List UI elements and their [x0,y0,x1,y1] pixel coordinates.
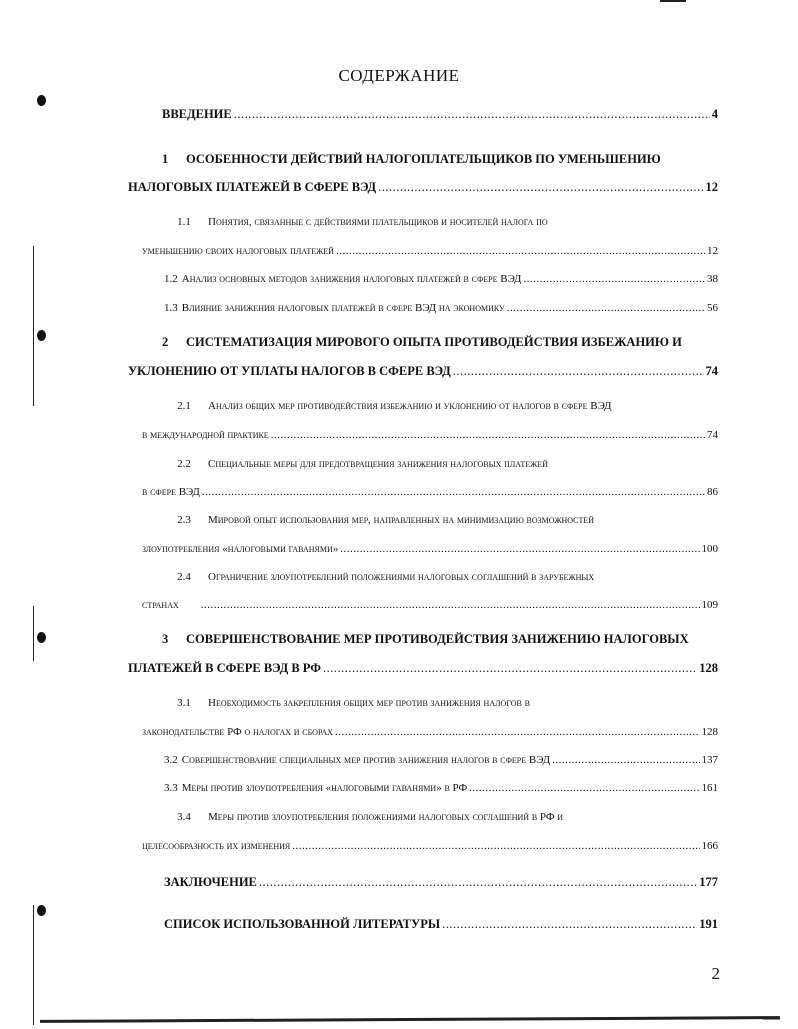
entry-number: 2.1 [177,400,191,412]
dot-leader [507,300,705,316]
entry-number: 3.2 [164,754,178,766]
toc-title: СОДЕРЖАНИЕ [338,66,460,85]
binder-hole [37,632,46,643]
entry-text-cont: законодательстве РФ о налогах и сборах [142,726,333,738]
entry-text: Меры против злоупотребления «налоговыми гаванями» в РФ [181,782,468,794]
toc-section-2-1 [164,398,611,414]
dot-leader [523,271,705,287]
entry-number: 2.3 [177,514,191,526]
dot-leader [202,484,705,500]
entry-text: Понятия, связанные с действиями плательщиков и носителей налога по [208,216,548,228]
entry-text: Специальные меры для предотвращения занижения налоговых платежей [208,458,548,470]
entry-text-cont: в международной практике [142,429,269,441]
entry-text-cont: НАЛОГОВЫХ ПЛАТЕЖЕЙ В СФЕРЕ ВЭД [128,180,377,194]
page-number: 2 [711,964,720,983]
toc-section-2-4-cont [142,597,718,613]
dot-leader [323,660,697,676]
toc-section-3-3 [164,780,718,796]
entry-page: 4 [711,107,718,121]
toc-section-1-1-cont [142,243,718,259]
toc-section-2-3-cont [142,541,718,557]
entry-page: 191 [699,917,718,931]
entry-text: Меры против злоупотребления положениями налоговых соглашений в РФ и [208,811,564,823]
entry-page: 166 [701,840,718,852]
entry-text: Необходимость закрепления общих мер против занижения налогов в [208,697,530,709]
toc-section-2-3 [164,512,594,528]
toc-section-3-1 [164,695,530,711]
entry-number: 3.4 [177,811,191,823]
dot-leader [292,838,699,854]
entry-text: СПИСОК ИСПОЛЬЗОВАННОЙ ЛИТЕРАТУРЫ [164,917,441,931]
entry-page: 109 [701,599,718,611]
dot-leader [469,780,699,796]
entry-text: ОСОБЕННОСТИ ДЕЙСТВИЙ НАЛОГОПЛАТЕЛЬЩИКОВ ПО УМЕНЬШЕНИЮ [186,152,661,166]
dot-leader [259,874,697,890]
entry-page: 161 [701,782,718,794]
entry-text: Ограничение злоупотреблений положениями налоговых соглашений в зарубежных [208,571,595,583]
entry-text: СОВЕРШЕНСТВОВАНИЕ МЕР ПРОТИВОДЕЙСТВИЯ ЗАНИЖЕНИЮ НАЛОГОВЫХ [186,632,689,646]
entry-text-cont: уменьшению своих налоговых платежей [142,245,334,257]
entry-page: 128 [701,726,718,738]
entry-number: 1 [162,152,169,166]
entry-number: 2.4 [177,571,191,583]
binder-hole [37,905,46,916]
page-bottom-edge [40,1016,780,1023]
entry-text: Мировой опыт использования мер, направленных на минимизацию возможностей [208,514,595,526]
entry-text: Анализ общих мер противодействия избежанию и уклонению от налогов в сфере ВЭД [208,400,612,412]
entry-page: 38 [707,273,718,285]
binder-hole [37,95,46,106]
dot-leader [442,916,697,932]
entry-number: 1.1 [177,216,191,228]
toc-chapter-1-cont [128,179,718,195]
toc-chapter-2 [162,334,682,350]
dot-leader [378,179,703,195]
entry-number: 3 [162,632,169,646]
entry-page: 137 [701,754,718,766]
toc-section-2-4 [164,569,594,585]
entry-text: Совершенствование специальных мер против занижения налогов в сфере ВЭД [181,754,551,766]
entry-page: 74 [705,364,718,378]
toc-section-2-2 [164,456,548,472]
entry-number: 1.3 [164,302,178,314]
entry-text-cont: злоупотребления «налоговыми гаванями» [142,543,339,555]
toc-chapter-3-cont [128,660,718,676]
entry-number: 1.2 [164,273,178,285]
toc-section-1-2 [164,271,718,287]
entry-number: 3.1 [177,697,191,709]
dot-leader [271,427,705,443]
toc-chapter-3 [162,631,689,647]
entry-number: 3.3 [164,782,178,794]
entry-text: ЗАКЛЮЧЕНИЕ [164,875,257,889]
entry-number: 2 [162,335,169,349]
entry-page: 86 [707,486,718,498]
entry-page: 12 [705,180,718,194]
toc-section-3-4 [164,809,563,825]
scan-mark [660,0,686,2]
entry-text-cont: целесообразность их изменения [142,840,291,852]
toc-chapter-1 [162,151,661,167]
entry-page: 74 [707,429,718,441]
toc-entry-bibliography [164,916,718,932]
dot-leader [453,363,704,379]
toc-entry-conclusion [164,874,718,890]
entry-text: СИСТЕМАТИЗАЦИЯ МИРОВОГО ОПЫТА ПРОТИВОДЕЙСТВИЯ ИЗБЕЖАНИЮ И [186,335,682,349]
entry-page: 56 [707,302,718,314]
entry-text: ВВЕДЕНИЕ [162,107,232,121]
margin-mark [33,246,34,406]
entry-page: 177 [699,875,718,889]
toc-section-3-2 [164,752,718,768]
dot-leader [234,106,710,122]
toc-section-1-3 [164,300,718,316]
entry-text: Анализ основных методов занижения налоговых платежей в сфере ВЭД [181,273,522,285]
entry-text: Влияние занижения налоговых платежей в сфере ВЭД на экономику [181,302,505,314]
toc-entry-introduction [162,106,718,122]
entry-number: 2.2 [177,458,191,470]
margin-mark [33,606,34,661]
toc-section-2-1-cont [142,427,718,443]
entry-text-cont: в сфере ВЭД [142,486,200,498]
toc-section-3-4-cont [142,838,718,854]
toc-section-3-1-cont [142,724,718,740]
margin-mark [33,905,34,1025]
toc-chapter-2-cont [128,363,718,379]
entry-page: 128 [699,661,718,675]
binder-hole [37,330,46,341]
entry-page: 100 [701,543,718,555]
entry-text-cont: УКЛОНЕНИЮ ОТ УПЛАТЫ НАЛОГОВ В СФЕРЕ ВЭД [128,364,451,378]
toc-section-1-1 [164,214,548,230]
entry-page: 12 [707,245,718,257]
entry-text-cont: ПЛАТЕЖЕЙ В СФЕРЕ ВЭД В РФ [128,661,321,675]
dot-leader [336,243,705,259]
dot-leader [552,752,699,768]
entry-text-cont: странах [142,599,179,611]
dot-leader [335,724,700,740]
dot-leader [201,597,700,613]
toc-section-2-2-cont [142,484,718,500]
dot-leader [340,541,699,557]
